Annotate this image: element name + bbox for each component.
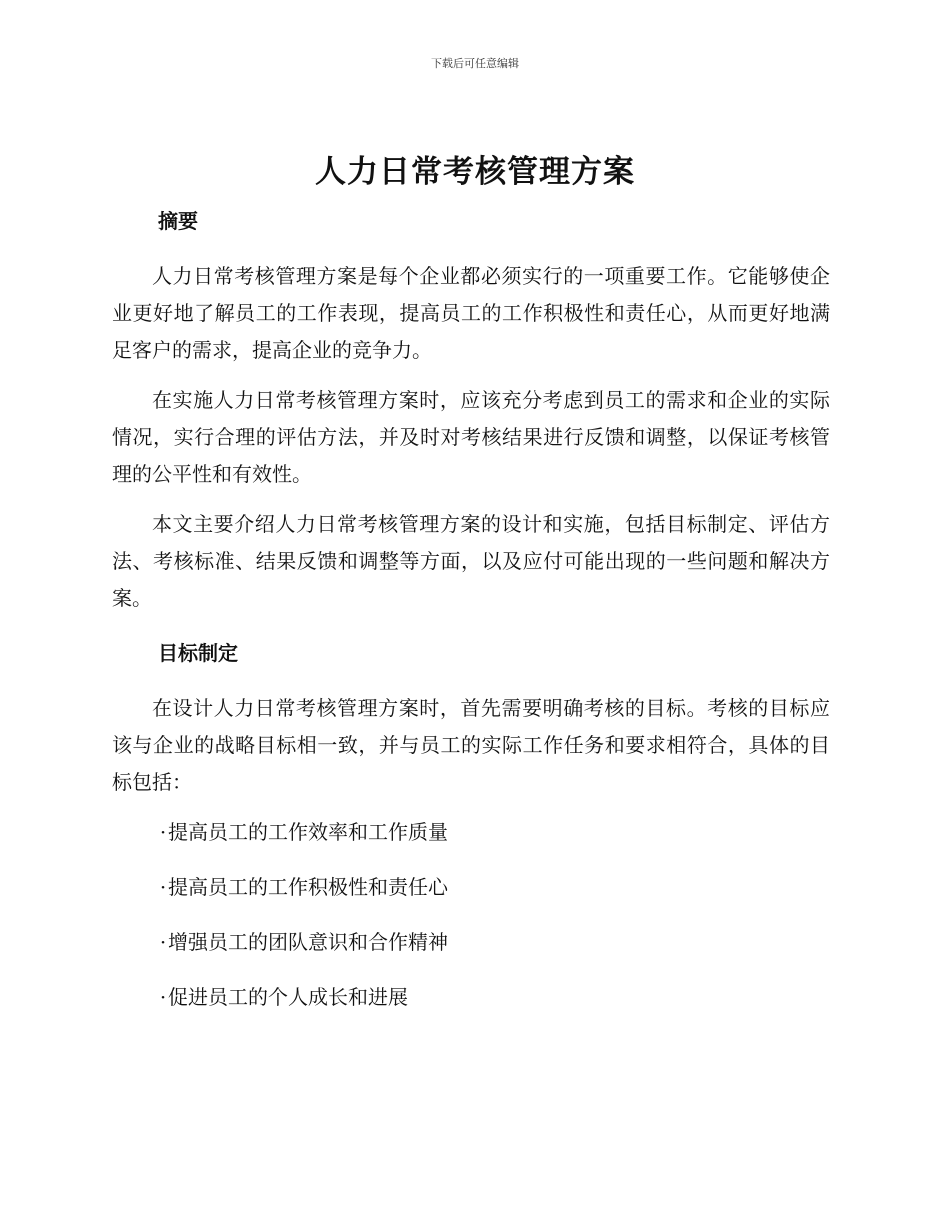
bullet-text: 提高员工的工作效率和工作质量 — [168, 820, 448, 844]
document-title: 人力日常考核管理方案 — [315, 154, 635, 190]
list-item — [158, 979, 830, 1016]
bullet-marker: · — [159, 875, 167, 899]
page-header-note: 下载后可任意编辑 — [431, 57, 519, 70]
section-heading-goals: 目标制定 — [158, 641, 238, 665]
list-item — [158, 814, 830, 851]
bullet-text: 促进员工的个人成长和进展 — [168, 985, 408, 1009]
bullet-marker: · — [159, 985, 167, 1009]
goals-paragraph: 在设计人力日常考核管理方案时，首先需要明确考核的目标。考核的目标应该与企业的战略目标相一致，并与员工的实际工作任务和要求相符合，具体的目标包括： — [112, 696, 830, 794]
document-body — [112, 206, 830, 1034]
section-heading-abstract: 摘要 — [158, 209, 198, 233]
bullet-marker: · — [159, 820, 167, 844]
abstract-paragraph: 在实施人力日常考核管理方案时，应该充分考虑到员工的需求和企业的实际情况，实行合理的评估方法，并及时对考核结果进行反馈和调整，以保证考核管理的公平性和有效性。 — [112, 388, 830, 486]
abstract-paragraph: 本文主要介绍人力日常考核管理方案的设计和实施，包括目标制定、评估方法、考核标准、结果反馈和调整等方面，以及应付可能出现的一些问题和解决方案。 — [112, 512, 830, 610]
list-item — [158, 869, 830, 906]
bullet-text: 提高员工的工作积极性和责任心 — [168, 875, 448, 899]
abstract-paragraph: 人力日常考核管理方案是每个企业都必须实行的一项重要工作。它能够使企业更好地了解员工的工作表现，提高员工的工作积极性和责任心，从而更好地满足客户的需求，提高企业的竞争力。 — [112, 264, 830, 362]
bullet-text: 增强员工的团队意识和合作精神 — [168, 930, 448, 954]
bullet-marker: · — [159, 930, 167, 954]
list-item — [158, 924, 830, 961]
goals-bullet-list — [112, 814, 830, 1016]
